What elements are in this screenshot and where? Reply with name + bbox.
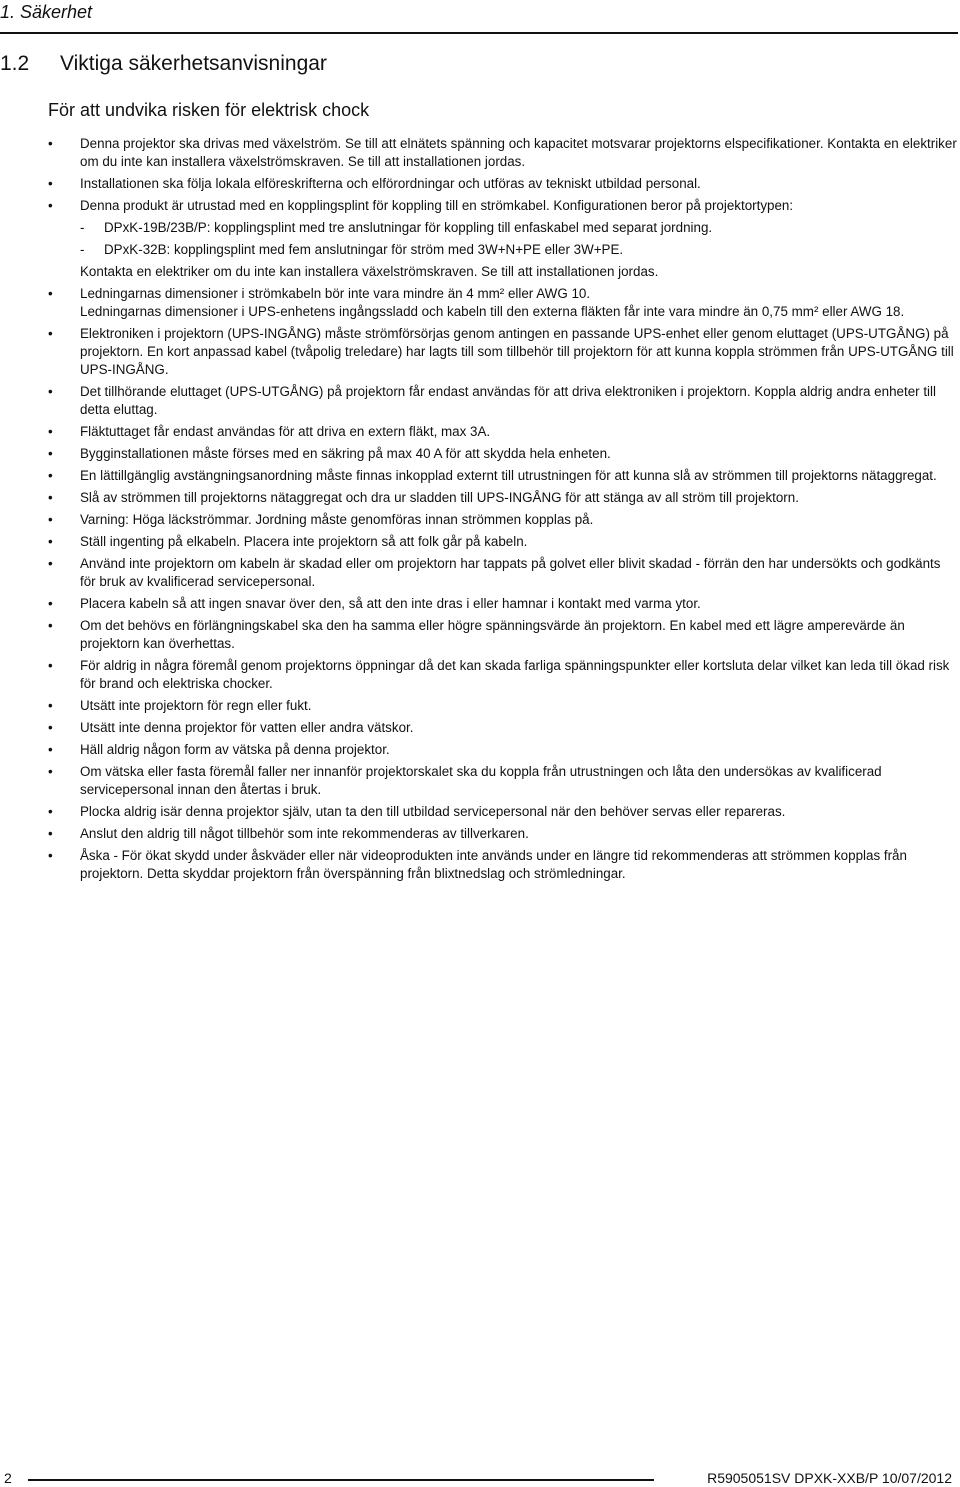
list-item: [48, 847, 958, 883]
item-text: Ledningarnas dimensioner i strömkabeln bör inte vara mindre än 4 mm² eller AWG 10.: [80, 286, 591, 301]
item-text: Elektroniken i projektorn (UPS-INGÅNG) måste strömförsörjas genom antingen en passande UPS-enhet eller genom eluttaget (UPS-UTGÅNG) på projektorn. En kort anpassad kabel (tvåpolig treledare) har lagts till som tillbehör till projektorn för att kunna koppla strömmen från UPS-UTGÅNG till UPS-INGÅNG.: [80, 326, 954, 377]
item-text: Utsätt inte projektorn för regn eller fukt.: [80, 698, 312, 713]
bullet-icon: •: [48, 618, 53, 633]
bullet-icon: •: [48, 136, 53, 151]
item-text: Ledningarnas dimensioner i UPS-enhetens ingångssladd och kabeln till den externa fläkten får inte vara mindre än 0,75 mm² eller AWG 18.: [80, 304, 905, 319]
section-number: 1.2: [0, 52, 30, 75]
section-title: [0, 50, 327, 78]
item-text: Häll aldrig någon form av vätska på denna projektor.: [80, 742, 390, 757]
bullet-icon: •: [48, 468, 53, 483]
list-item: [48, 325, 958, 379]
bullet-icon: •: [48, 556, 53, 571]
bullet-icon: •: [48, 596, 53, 611]
page-number: 2: [4, 1470, 12, 1486]
sub-item: [80, 241, 958, 259]
list-item: [48, 135, 958, 171]
bullet-icon: •: [48, 326, 53, 341]
item-text: Plocka aldrig isär denna projektor själv, utan ta den till utbildad servicepersonal när den behöver servas eller repareras.: [80, 804, 786, 819]
item-text: Bygginstallationen måste förses med en säkring på max 40 A för att skydda hela enheten.: [80, 446, 611, 461]
bullet-icon: •: [48, 534, 53, 549]
item-text: Ställ ingenting på elkabeln. Placera inte projektorn så att folk går på kabeln.: [80, 534, 528, 549]
bullet-icon: •: [48, 424, 53, 439]
item-text: Det tillhörande eluttaget (UPS-UTGÅNG) på projektorn får endast användas för att driva elektroniken i projektorn. Koppla aldrig andra enheter till detta eluttag.: [80, 384, 936, 417]
list-item: [48, 555, 958, 591]
bullet-icon: •: [48, 698, 53, 713]
bullet-icon: •: [48, 198, 53, 213]
bullet-icon: •: [48, 804, 53, 819]
bullet-icon: •: [48, 848, 53, 863]
list-item: [48, 595, 958, 613]
dash-icon: -: [80, 242, 85, 257]
sub-item: [80, 219, 958, 237]
item-text: Placera kabeln så att ingen snavar över den, så att den inte dras i eller hamnar i kontakt med varma ytor.: [80, 596, 701, 611]
bullet-icon: •: [48, 826, 53, 841]
list-item: [48, 285, 958, 321]
section-title-text: Viktiga säkerhetsanvisningar: [60, 52, 327, 75]
item-text: För aldrig in några föremål genom projektorns öppningar då det kan skada farliga spänningspunkter eller kortsluta delar vilket kan leda till ökad risk för brand och elektriska chocker.: [80, 658, 950, 691]
bullet-icon: •: [48, 446, 53, 461]
list-item: [48, 697, 958, 715]
list-item: [48, 511, 958, 529]
item-text: Varning: Höga läckströmmar. Jordning måste genomföras innan strömmen kopplas på.: [80, 512, 594, 527]
footer-rule: [28, 1479, 654, 1481]
item-text: Utsätt inte denna projektor för vatten eller andra vätskor.: [80, 720, 414, 735]
item-note: Kontakta en elektriker om du inte kan installera växelströmskraven. Se till att installationen jordas.: [80, 264, 659, 279]
list-item: [48, 763, 958, 799]
item-text: Om det behövs en förlängningskabel ska den ha samma eller högre spänningsvärde än projektorn. En kabel med ett lägre amperevärde än projektorn kan överhettas.: [80, 618, 905, 651]
bullet-icon: •: [48, 384, 53, 399]
list-item: [48, 533, 958, 551]
item-text: Fläktuttaget får endast användas för att driva en extern fläkt, max 3A.: [80, 424, 491, 439]
list-item: [48, 175, 958, 193]
bullet-icon: •: [48, 286, 53, 301]
sub-item-text: DPxK-32B: kopplingsplint med fem anslutningar för ström med 3W+N+PE eller 3W+PE.: [104, 242, 624, 257]
list-item: [48, 423, 958, 441]
list-item: [48, 383, 958, 419]
list-item: [48, 445, 958, 463]
item-text: Om vätska eller fasta föremål faller ner innanför projektorskalet ska du koppla från utrustningen och låta den undersökas av kvalificerad servicepersonal innan den återtas i bruk.: [80, 764, 882, 797]
item-text: Denna projektor ska drivas med växelström. Se till att elnätets spänning och kapacitet motsvarar projektorns elspecifikationer. Kontakta en elektriker om du inte kan installera växelströmskraven. Se till att installationen jordas.: [80, 136, 957, 169]
item-text: En lättillgänglig avstängningsanordning måste finnas inkopplad externt till utrustningen för att kunna slå av strömmen till projektorns nätaggregat.: [80, 468, 937, 483]
list-item: [48, 467, 958, 485]
sub-item-text: DPxK-19B/23B/P: kopplingsplint med tre anslutningar för koppling till enfaskabel med separat jordning.: [104, 220, 713, 235]
chapter-header: 1. Säkerhet: [0, 2, 93, 22]
bullet-icon: •: [48, 490, 53, 505]
item-text: Använd inte projektorn om kabeln är skadad eller om projektorn har tappats på golvet eller blivit skadad - förrän den har undersökts och godkänts för bruk av kvalificerad servicepersonal.: [80, 556, 941, 589]
item-text: Anslut den aldrig till något tillbehör som inte rekommenderas av tillverkaren.: [80, 826, 529, 841]
list-item: [48, 617, 958, 653]
header-rule: [0, 32, 958, 34]
bullet-icon: •: [48, 176, 53, 191]
subheading: För att undvika risken för elektrisk chock: [48, 100, 370, 120]
bullet-icon: •: [48, 764, 53, 779]
list-item: [48, 489, 958, 507]
safety-instruction-list: [48, 135, 958, 887]
list-item: [48, 719, 958, 737]
bullet-icon: •: [48, 512, 53, 527]
dash-icon: -: [80, 220, 85, 235]
document-reference: R5905051SV DPXK-XXB/P 10/07/2012: [707, 1470, 952, 1486]
list-item: [48, 657, 958, 693]
item-text: Denna produkt är utrustad med en kopplingsplint för koppling till en strömkabel. Konfigurationen beror på projektortypen:: [80, 198, 794, 213]
bullet-icon: •: [48, 658, 53, 673]
bullet-icon: •: [48, 742, 53, 757]
bullet-icon: •: [48, 720, 53, 735]
item-text: Slå av strömmen till projektorns nätaggregat och dra ur sladden till UPS-INGÅNG för att stänga av all ström till projektorn.: [80, 490, 799, 505]
item-text: Installationen ska följa lokala elföreskrifterna och elförordningar och utföras av tekniskt utbildad personal.: [80, 176, 701, 191]
list-item: [48, 803, 958, 821]
item-text: Åska - För ökat skydd under åskväder eller när videoprodukten inte används under en längre tid rekommenderas att strömmen kopplas från projektorn. Detta skyddar projektorn från överspänning från blixtnedslag och strömledningar.: [80, 848, 907, 881]
list-item: [48, 741, 958, 759]
list-item: [48, 197, 958, 281]
list-item: [48, 825, 958, 843]
